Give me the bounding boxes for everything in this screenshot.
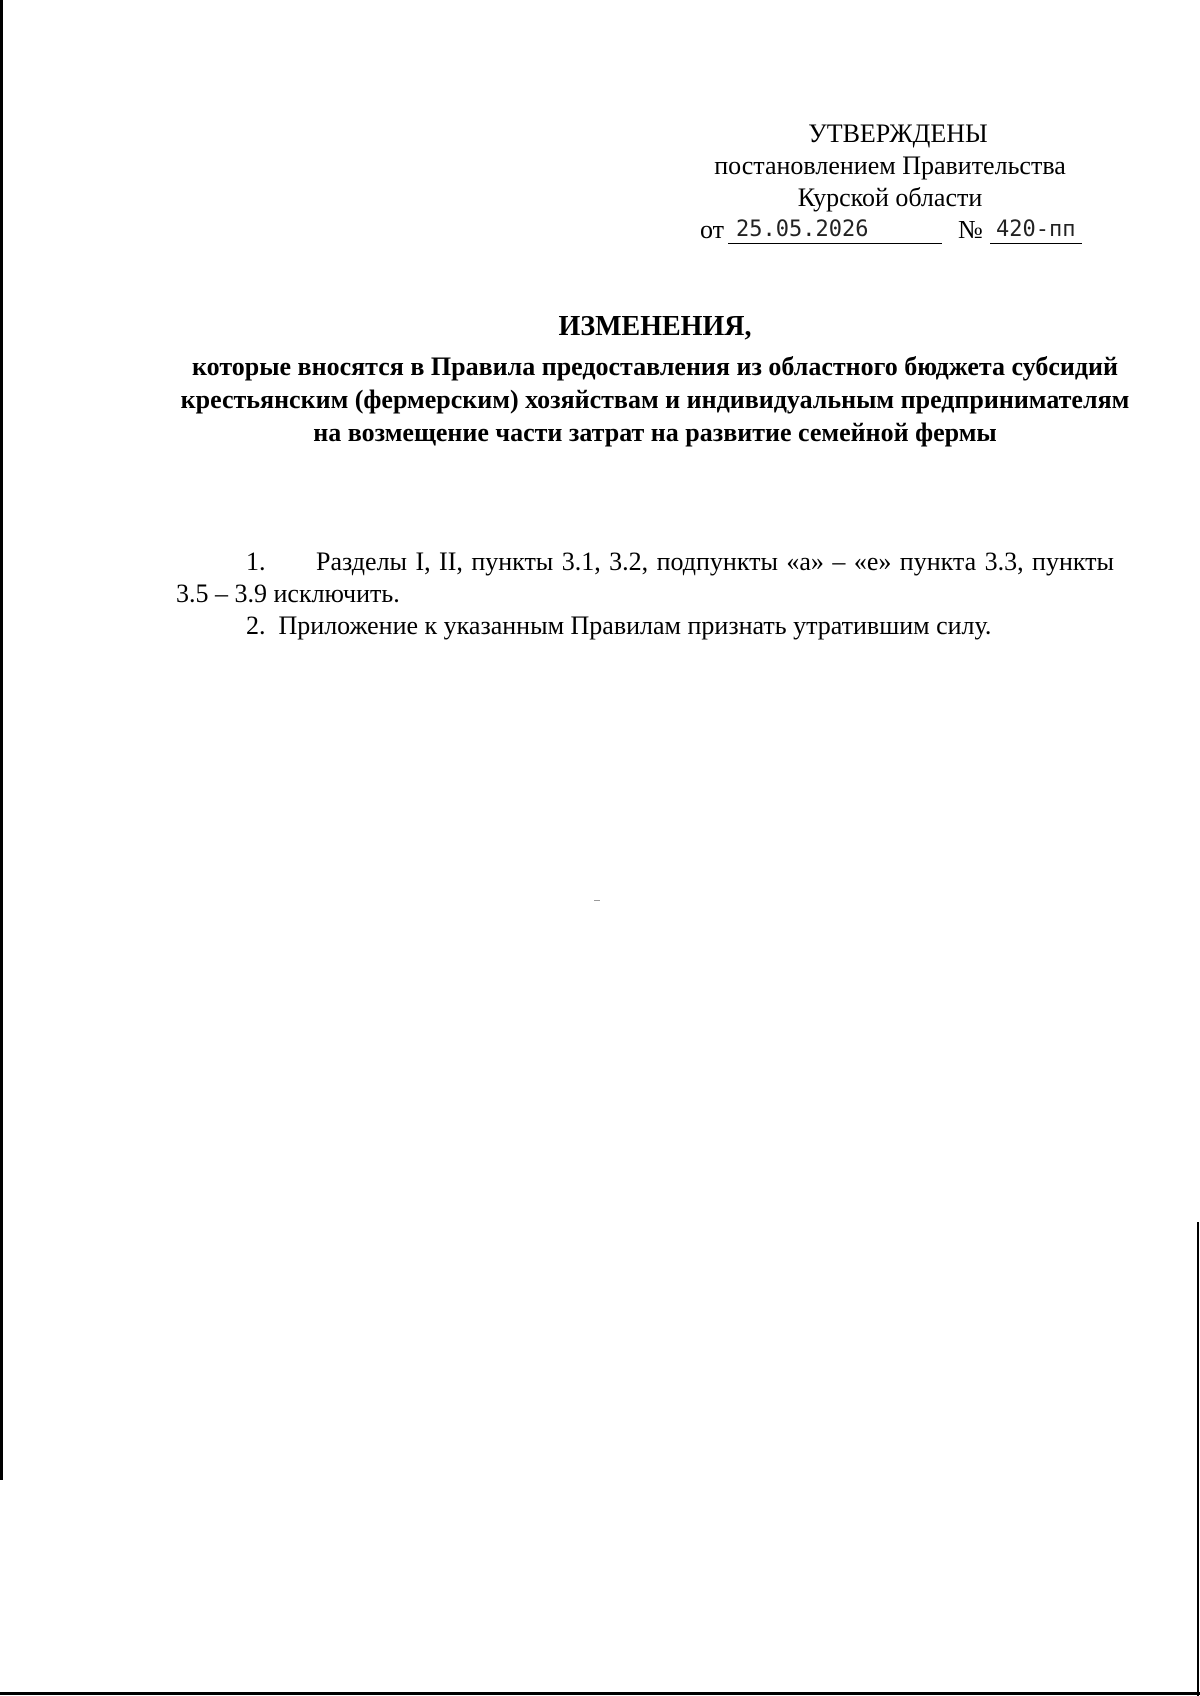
number-sign: № (958, 215, 983, 244)
approval-date-number-line (690, 214, 1090, 246)
decree-date: 25.05.2026 (728, 214, 942, 244)
item-number: 1. (246, 547, 266, 576)
document-body (176, 546, 1114, 642)
scan-edge-bottom (0, 1692, 1200, 1695)
document-subtitle: которые вносятся в Правила предоставления из областного бюджета субсидий крестьянским (фермерским) хозяйствам и индивидуальным предпринимателям на возмещение части затрат на развитие семейной фермы (180, 352, 1130, 447)
list-item (176, 546, 1114, 610)
item-number: 2. (246, 611, 266, 640)
approval-line-decree: постановлением Правительства (714, 151, 1066, 180)
approval-heading: УТВЕРЖДЕНЫ (808, 119, 988, 148)
document-title: ИЗМЕНЕНИЯ, (558, 311, 752, 342)
item-text: Разделы I, II, пункты 3.1, 3.2, подпункты «а» – «е» пункта 3.3, пункты 3.5 – 3.9 исключить. (176, 547, 1114, 608)
list-item (246, 610, 1114, 642)
decree-number: 420-пп (990, 214, 1082, 244)
scan-edge-left (0, 0, 3, 1480)
scan-edge-right (1197, 1222, 1199, 1696)
item-text: Приложение к указанным Правилам признать утратившим силу. (278, 611, 992, 640)
approval-block (690, 118, 1090, 246)
scan-speck (594, 900, 600, 901)
date-prefix: от (700, 215, 725, 244)
approval-line-region: Курской области (797, 183, 983, 212)
